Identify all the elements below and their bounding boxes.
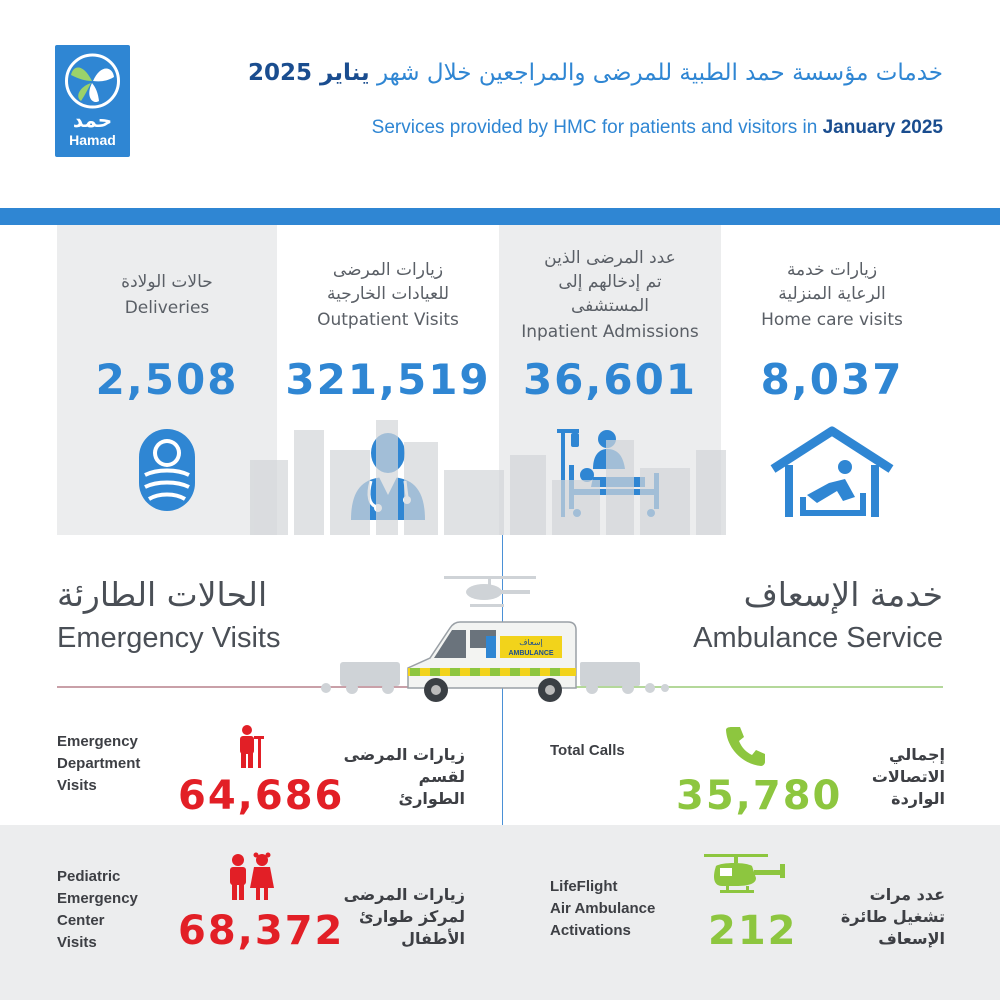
children-icon bbox=[224, 852, 276, 904]
calls-label-ar-3: الواردة bbox=[891, 789, 945, 808]
stat-label-ar-1: زيارات المرضى bbox=[332, 260, 444, 280]
stat-label-en: Deliveries bbox=[124, 298, 210, 318]
page-title-arabic bbox=[223, 58, 943, 88]
calls-value: 35,780 bbox=[676, 773, 843, 819]
phone-icon bbox=[724, 724, 766, 766]
title-ar-month: يناير 2025 bbox=[248, 60, 370, 86]
stat-home-care bbox=[721, 225, 943, 535]
leaves-icon bbox=[63, 53, 122, 109]
stat-label-ar-1: عدد المرضى الذين bbox=[544, 248, 676, 268]
ed-label-en-2: Department bbox=[57, 755, 141, 772]
lifeflight-label-ar-1: عدد مرات bbox=[869, 885, 945, 904]
ed-value: 64,686 bbox=[178, 773, 345, 819]
pec-label-en-1: Pediatric bbox=[57, 868, 121, 885]
calls-label-ar-1: إجمالي bbox=[889, 745, 945, 764]
swaddled-baby-icon bbox=[127, 425, 207, 515]
stat-label-en: Outpatient Visits bbox=[317, 310, 459, 330]
lifeflight-label-en-3: Activations bbox=[550, 922, 631, 939]
faint-helicopter-icon bbox=[440, 574, 540, 614]
ed-label-en-1: Emergency bbox=[57, 733, 138, 750]
lifeflight-label-ar-2: تشغيل طائرة bbox=[840, 907, 945, 926]
lifeflight-label-en-2: Air Ambulance bbox=[550, 900, 656, 917]
stat-label-ar-1: زيارات خدمة bbox=[786, 260, 878, 280]
stat-deliveries bbox=[57, 225, 277, 535]
calls-label-en: Total Calls bbox=[550, 742, 625, 759]
ed-label-ar-1: زيارات المرضى bbox=[343, 745, 465, 764]
ambulance-heading-en: Ambulance Service bbox=[693, 622, 943, 654]
ed-label-ar-2: لقسم bbox=[418, 767, 465, 786]
stat-label-ar-2: الرعاية المنزلية bbox=[778, 284, 886, 304]
stat-value: 321,519 bbox=[285, 355, 491, 404]
ed-label-en-3: Visits bbox=[57, 777, 97, 794]
pec-label-en-4: Visits bbox=[57, 934, 97, 951]
title-en-prefix: Services provided by HMC for patients and visitors in bbox=[371, 117, 818, 138]
stat-value: 8,037 bbox=[760, 355, 904, 404]
pec-label-ar-3: الأطفال bbox=[401, 929, 465, 948]
logo-english-text: Hamad bbox=[69, 132, 116, 148]
stat-value: 36,601 bbox=[522, 355, 698, 404]
pec-label-ar-1: زيارات المرضى bbox=[343, 885, 465, 904]
stat-label-ar: حالات الولادة bbox=[121, 272, 213, 292]
pec-value: 68,372 bbox=[178, 908, 345, 954]
title-en-month: January 2025 bbox=[822, 117, 943, 138]
van-label-en: AMBULANCE bbox=[508, 650, 554, 657]
home-care-icon bbox=[767, 425, 897, 520]
patient-crutch-icon bbox=[234, 724, 266, 768]
stat-label-en: Inpatient Admissions bbox=[521, 322, 699, 342]
stat-value: 2,508 bbox=[95, 355, 239, 404]
pec-label-ar-2: لمركز طوارئ bbox=[359, 907, 465, 926]
ambulance-van-illustration bbox=[400, 618, 580, 708]
lifeflight-value: 212 bbox=[708, 908, 798, 954]
helicopter-icon bbox=[702, 852, 790, 896]
emergency-heading-en: Emergency Visits bbox=[57, 622, 281, 654]
stat-label-en: Home care visits bbox=[761, 310, 903, 330]
page-title-english bbox=[183, 114, 943, 142]
stat-label-ar-2: للعيادات الخارجية bbox=[326, 284, 450, 304]
emergency-heading-ar: الحالات الطارئة bbox=[57, 575, 268, 614]
logo-arabic-text: حمد bbox=[72, 108, 113, 132]
stat-label-ar-3: المستشفى bbox=[571, 296, 649, 316]
ed-label-ar-3: الطوارئ bbox=[398, 789, 465, 808]
ambulance-heading-ar: خدمة الإسعاف bbox=[743, 575, 943, 614]
header-divider-bar bbox=[0, 208, 1000, 225]
pec-label-en-3: Center bbox=[57, 912, 105, 929]
hamad-logo bbox=[55, 45, 130, 157]
stat-label-ar-2: تم إدخالهم إلى bbox=[558, 272, 662, 292]
title-ar-prefix: خدمات مؤسسة حمد الطبية للمرضى والمراجعين خلال شهر bbox=[376, 60, 943, 86]
lifeflight-label-en-1: LifeFlight bbox=[550, 878, 618, 895]
pec-label-en-2: Emergency bbox=[57, 890, 138, 907]
lifeflight-label-ar-3: الإسعاف bbox=[878, 929, 945, 948]
city-skyline-illustration bbox=[250, 420, 750, 535]
van-label-ar: إسعاف bbox=[519, 638, 543, 647]
calls-label-ar-2: الاتصالات bbox=[871, 767, 945, 786]
